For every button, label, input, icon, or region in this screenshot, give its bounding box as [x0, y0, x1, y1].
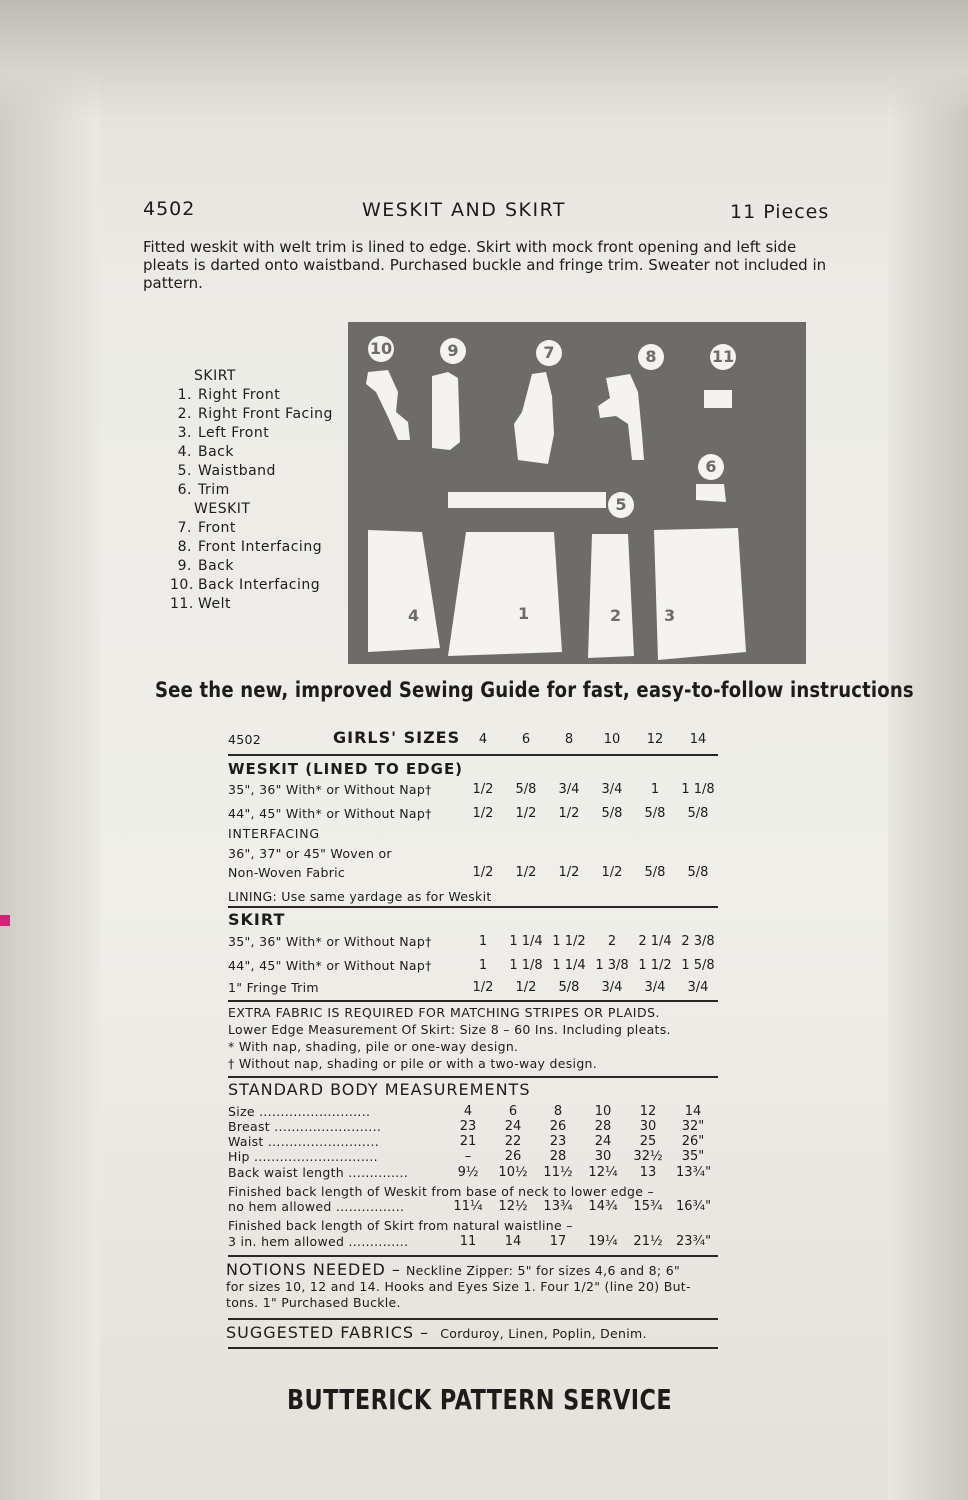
measure-cell: 35"	[681, 1149, 705, 1164]
measure-cell: 10½	[498, 1165, 528, 1180]
piece-number: 10.	[170, 577, 194, 593]
size-cell: 14	[689, 732, 707, 747]
measure-cell: 24	[504, 1119, 522, 1134]
pattern-number: 4502	[143, 198, 196, 220]
measurements-heading: STANDARD BODY MEASUREMENTS	[228, 1080, 531, 1099]
yardage-row-label: 35", 36" With* or Without Nap†	[228, 782, 432, 797]
piece-number-11-badge: 11	[710, 344, 736, 370]
piece-label-2: 2	[610, 606, 622, 625]
body-measurements	[228, 1080, 718, 1260]
table-rule	[228, 1318, 718, 1320]
piece-list-item	[170, 443, 333, 462]
measure-cell: 32"	[681, 1119, 705, 1134]
piece-name: Waistband	[198, 463, 276, 479]
yardage-cell: 1 1/4	[509, 934, 543, 949]
interfacing-line-1: 36", 37" or 45" Woven or	[228, 846, 392, 861]
piece-name: Welt	[198, 596, 232, 612]
yardage-cell: 5/8	[644, 806, 666, 821]
skirt-heading: SKIRT	[194, 368, 236, 384]
yardage-cell: 1	[478, 958, 488, 973]
yardage-row	[228, 980, 718, 1000]
skirt-yardage-heading: SKIRT	[228, 910, 286, 929]
size-cell: 4	[478, 732, 488, 747]
yardage-cell: 1	[650, 782, 660, 797]
skirt-length-row	[228, 1234, 718, 1250]
piece-number-7-badge: 7	[536, 340, 562, 366]
fabrics-text: Corduroy, Linen, Poplin, Denim.	[440, 1326, 647, 1341]
butterick-footer-logo: BUTTERICK PATTERN SERVICE	[287, 1383, 673, 1416]
yardage-cell: 1/2	[472, 980, 494, 995]
measure-cell: 14	[504, 1234, 522, 1249]
measurement-label: Size ..........................	[228, 1104, 371, 1119]
note-line: EXTRA FABRIC IS REQUIRED FOR MATCHING STRIPES OR PLAIDS.	[228, 1005, 660, 1020]
note-line: † Without nap, shading or pile or with a two-way design.	[228, 1056, 598, 1071]
piece-list	[170, 367, 333, 614]
yardage-cell: 5/8	[515, 782, 537, 797]
pattern-pieces-illustration	[348, 322, 806, 664]
measurement-row	[228, 1119, 718, 1135]
notions-text-line-2: for sizes 10, 12 and 14. Hooks and Eyes Size 1. Four 1/2" (line 20) But-	[226, 1279, 691, 1294]
piece-list-item	[170, 595, 333, 614]
size-cell: 8	[564, 732, 574, 747]
yardage-row	[228, 782, 718, 802]
measure-cell: 6	[508, 1104, 518, 1119]
piece-number-10-badge: 10	[368, 336, 394, 362]
fabrics-section	[226, 1323, 647, 1342]
measure-cell: 22	[504, 1134, 522, 1149]
piece-number: 9.	[177, 558, 192, 574]
pattern-title: WESKIT AND SKIRT	[362, 199, 566, 221]
yardage-row-label: 1" Fringe Trim	[228, 980, 319, 995]
table-rule	[228, 906, 718, 908]
measurement-row	[228, 1165, 718, 1181]
piece-list-item	[170, 424, 333, 443]
measure-cell: 8	[553, 1104, 563, 1119]
yardage-cell: 3/4	[601, 980, 623, 995]
piece-number: 1.	[177, 387, 192, 403]
measure-cell: 26"	[681, 1134, 705, 1149]
piece-number: 2.	[177, 406, 192, 422]
notions-section	[226, 1260, 726, 1311]
yardage-cell: 1/2	[472, 806, 494, 821]
measure-cell: 10	[594, 1104, 612, 1119]
pink-sticker-mark	[0, 915, 10, 926]
yardage-notes	[228, 1004, 671, 1072]
envelope-left-flap	[0, 0, 100, 1500]
measure-cell: 14	[684, 1104, 702, 1119]
envelope-right-flap	[888, 0, 968, 1500]
table-rule	[228, 754, 718, 756]
yardage-cell: 2	[607, 934, 617, 949]
yardage-cell: 1/2	[472, 865, 494, 880]
measure-cell: 28	[549, 1149, 567, 1164]
piece-list-item	[170, 481, 333, 500]
measure-cell: 13¾	[543, 1199, 573, 1214]
measure-cell: 4	[463, 1104, 473, 1119]
yardage-cell: 1/2	[558, 806, 580, 821]
measure-cell: 21	[459, 1134, 477, 1149]
piece-number: 7.	[177, 520, 192, 536]
measure-cell: 25	[639, 1134, 657, 1149]
piece-label-1: 1	[518, 604, 530, 623]
measure-cell: 11½	[543, 1165, 573, 1180]
size-cell: 10	[603, 732, 621, 747]
piece-name: Back Interfacing	[198, 577, 321, 593]
measure-cell: 28	[594, 1119, 612, 1134]
piece-list-item	[170, 557, 333, 576]
pattern-number-small: 4502	[228, 732, 262, 747]
yardage-cell: 5/8	[687, 806, 709, 821]
yardage-cell: 2 1/4	[638, 934, 672, 949]
pattern-description: Fitted weskit with welt trim is lined to edge. Skirt with mock front opening and left side pleats is darted onto waistband. Purchased buckle and fringe trim. Sweater not included in pattern.	[143, 238, 827, 292]
yardage-cell: 1/2	[515, 806, 537, 821]
piece-number: 8.	[177, 539, 192, 555]
yardage-cell: 5/8	[644, 865, 666, 880]
weskit-length-label: no hem allowed ................	[228, 1199, 405, 1214]
yardage-cell: 1 1/4	[552, 958, 586, 973]
yardage-row-label: 35", 36" With* or Without Nap†	[228, 934, 432, 949]
piece-name: Left Front	[198, 425, 270, 441]
measurement-row	[228, 1149, 718, 1165]
envelope-top-flap	[0, 0, 968, 120]
measure-cell: 30	[594, 1149, 612, 1164]
measure-cell: 16¾"	[676, 1199, 712, 1214]
size-cell: 6	[521, 732, 531, 747]
notions-heading: NOTIONS NEEDED –	[226, 1260, 401, 1279]
measure-cell: 15¾	[633, 1199, 663, 1214]
interfacing-line-2: Non-Woven Fabric	[228, 865, 346, 880]
weskit-length-line: Finished back length of Weskit from base of neck to lower edge –	[228, 1184, 655, 1199]
yardage-cell: 5/8	[601, 806, 623, 821]
piece-list-item	[170, 386, 333, 405]
yardage-cell: 3/4	[558, 782, 580, 797]
girls-sizes-title: GIRLS' SIZES	[333, 728, 461, 747]
yardage-cell: 1/2	[515, 980, 537, 995]
measure-cell: 17	[549, 1234, 567, 1249]
measurement-row	[228, 1134, 718, 1150]
measure-cell: 12¼	[588, 1165, 618, 1180]
sizes-header-row	[228, 728, 718, 752]
yardage-cell: 5/8	[687, 865, 709, 880]
yardage-cell: 1 1/2	[552, 934, 586, 949]
size-cell: 12	[646, 732, 664, 747]
piece-name: Front	[198, 520, 236, 536]
piece-count: 11 Pieces	[730, 201, 830, 223]
measure-cell: 13	[639, 1165, 657, 1180]
piece-number-8-badge: 8	[638, 344, 664, 370]
piece-number-6-badge: 6	[698, 454, 724, 480]
measure-cell: 11¼	[453, 1199, 483, 1214]
measure-cell: 23	[459, 1119, 477, 1134]
yardage-row-label: 44", 45" With* or Without Nap†	[228, 806, 432, 821]
table-rule	[228, 1076, 718, 1078]
piece-list-item	[170, 405, 333, 424]
measure-cell: 11	[459, 1234, 477, 1249]
yardage-cell: 1/2	[558, 865, 580, 880]
measure-cell: 23	[549, 1134, 567, 1149]
sewing-guide-banner: See the new, improved Sewing Guide for fast, easy-to-follow instructions	[155, 678, 914, 702]
table-rule	[228, 1255, 718, 1257]
yardage-cell: 1 1/2	[638, 958, 672, 973]
yardage-row	[228, 806, 718, 826]
interfacing-row	[228, 865, 718, 885]
piece-number-9-badge: 9	[440, 338, 466, 364]
measure-cell: –	[464, 1149, 472, 1164]
yardage-cell: 3/4	[601, 782, 623, 797]
yardage-row	[228, 934, 718, 954]
piece-name: Back	[198, 444, 234, 460]
piece-name: Back	[198, 558, 234, 574]
table-rule	[228, 1347, 718, 1349]
yardage-cell: 1 1/8	[681, 782, 715, 797]
measure-cell: 21½	[633, 1234, 663, 1249]
piece-label-4: 4	[408, 606, 420, 625]
measure-cell: 26	[549, 1119, 567, 1134]
skirt-length-line: Finished back length of Skirt from natural waistline –	[228, 1218, 573, 1233]
lining-note: LINING: Use same yardage as for Weskit	[228, 889, 492, 904]
measure-cell: 12½	[498, 1199, 528, 1214]
piece-name: Right Front	[198, 387, 281, 403]
note-line: Lower Edge Measurement Of Skirt: Size 8 – 60 Ins. Including pleats.	[228, 1022, 671, 1037]
yardage-row	[228, 958, 718, 978]
piece-number-5-badge: 5	[608, 492, 634, 518]
notions-text-line-1: Neckline Zipper: 5" for sizes 4,6 and 8; 6"	[405, 1263, 681, 1278]
yardage-cell: 3/4	[644, 980, 666, 995]
yardage-cell: 1 1/8	[509, 958, 543, 973]
piece-label-3: 3	[664, 606, 676, 625]
measure-cell: 9½	[457, 1165, 479, 1180]
piece-name: Trim	[198, 482, 230, 498]
measurement-label: Breast .........................	[228, 1119, 382, 1134]
piece-name: Front Interfacing	[198, 539, 323, 555]
measure-cell: 30	[639, 1119, 657, 1134]
yardage-cell: 2 3/8	[681, 934, 715, 949]
yardage-cell: 1	[478, 934, 488, 949]
piece-number: 4.	[177, 444, 192, 460]
yardage-row-label: 44", 45" With* or Without Nap†	[228, 958, 432, 973]
measure-cell: 23¾"	[676, 1234, 712, 1249]
piece-number: 5.	[177, 463, 192, 479]
piece-number: 3.	[177, 425, 192, 441]
table-rule	[228, 1000, 718, 1002]
measurement-label: Back waist length ..............	[228, 1165, 409, 1180]
weskit-heading: WESKIT	[194, 501, 251, 517]
interfacing-heading: INTERFACING	[228, 826, 320, 841]
piece-list-item	[170, 576, 333, 595]
piece-number: 6.	[177, 482, 192, 498]
yardage-cell: 1 3/8	[595, 958, 629, 973]
piece-name: Right Front Facing	[198, 406, 333, 422]
measure-cell: 14¾	[588, 1199, 618, 1214]
weskit-length-row	[228, 1199, 718, 1215]
measure-cell: 26	[504, 1149, 522, 1164]
measurement-label: Waist ..........................	[228, 1134, 379, 1149]
measure-cell: 12	[639, 1104, 657, 1119]
yardage-cell: 1/2	[515, 865, 537, 880]
piece-list-item	[170, 538, 333, 557]
yardage-cell: 1 5/8	[681, 958, 715, 973]
measure-cell: 32½	[633, 1149, 663, 1164]
piece-list-item	[170, 462, 333, 481]
measure-cell: 19¼	[588, 1234, 618, 1249]
notions-text-line-3: tons. 1" Purchased Buckle.	[226, 1295, 401, 1310]
note-line: * With nap, shading, pile or one-way design.	[228, 1039, 519, 1054]
yardage-cell: 3/4	[687, 980, 709, 995]
piece-number: 11.	[170, 596, 194, 612]
measurement-label: Hip .............................	[228, 1149, 378, 1164]
measure-cell: 13¾"	[676, 1165, 712, 1180]
measure-cell: 24	[594, 1134, 612, 1149]
yardage-cell: 1/2	[472, 782, 494, 797]
yardage-cell: 1/2	[601, 865, 623, 880]
yardage-cell: 5/8	[558, 980, 580, 995]
weskit-yardage-heading: WESKIT (LINED TO EDGE)	[228, 760, 464, 778]
skirt-length-label: 3 in. hem allowed ..............	[228, 1234, 409, 1249]
measurement-row	[228, 1104, 718, 1120]
fabrics-heading: SUGGESTED FABRICS –	[226, 1323, 430, 1342]
yardage-table	[228, 728, 718, 1008]
piece-list-item	[170, 519, 333, 538]
